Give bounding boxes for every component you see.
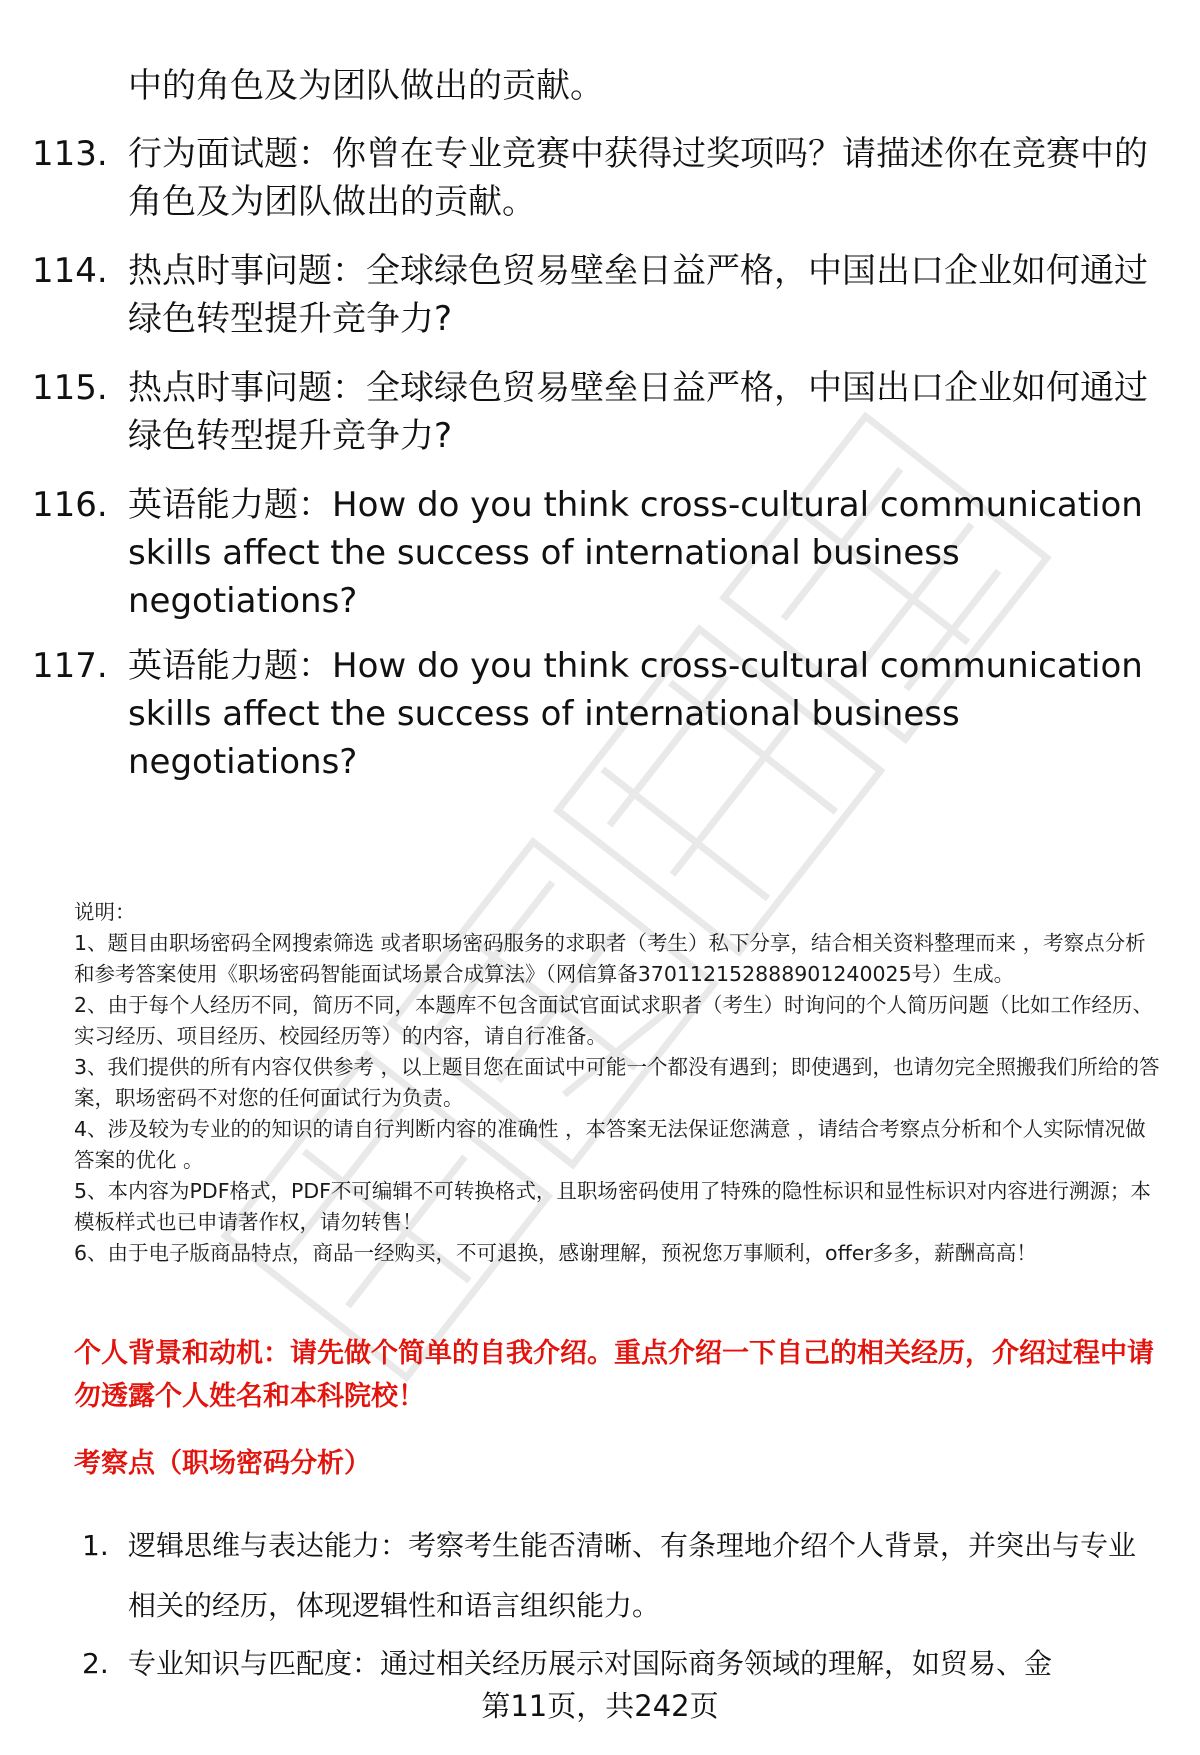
question-text: 行为面试题：你曾在专业竞赛中获得过奖项吗？请描述你在竞赛中的角色及为团队做出的贡献。 [128, 134, 1148, 222]
notes-section [74, 897, 1166, 1269]
question-continuation: 中的角色及为团队做出的贡献。 [128, 66, 604, 106]
notes-item: 2、由于每个人经历不同，简历不同，本题库不包含面试官面试求职者（考生）时询问的个人简历问题（比如工作经历、实习经历、项目经历、校园经历等）的内容，请自行准备。 [74, 993, 1154, 1048]
point-text: 专业知识与匹配度：通过相关经历展示对国际商务领域的理解，如贸易、金 [128, 1647, 1053, 1680]
notes-title: 说明： [74, 900, 136, 924]
analysis-point [82, 1634, 1162, 1694]
notes-item: 1、题目由职场密码全网搜索筛选 或者职场密码服务的求职者（考生）私下分享，结合相关资料整理而来 ，考察点分析和参考答案使用《职场密码智能面试场景合成算法》（网信算备370112152888901240025号）生成。 [74, 931, 1146, 986]
notes-item: 4、涉及较为专业的的知识的请自行判断内容的准确性 ，本答案无法保证您满意 ，请结合考察点分析和个人实际情况做答案的优化 。 [74, 1117, 1146, 1172]
point-text: 逻辑思维与表达能力：考察考生能否清晰、有条理地介绍个人背景，并突出与专业相关的经历，体现逻辑性和语言组织能力。 [128, 1529, 1137, 1622]
question-text: 英语能力题：How do you think cross-cultural communication skills affect the success of international business negotiations? [128, 646, 1143, 782]
page-footer: 第11页，共242页 [481, 1689, 719, 1723]
question-number: 117. [32, 646, 108, 686]
analysis-heading: 考察点（职场密码分析） [74, 1448, 371, 1479]
question-number: 113. [32, 134, 108, 174]
notes-item: 5、本内容为PDF格式，PDF不可编辑不可转换格式，且职场密码使用了特殊的隐性标识和显性标识对内容进行溯源；本模板样式也已申请著作权，请勿转售！ [74, 1179, 1151, 1234]
question-item [32, 247, 1152, 343]
question-item [32, 642, 1152, 786]
question-number: 114. [32, 251, 108, 291]
interview-question-heading: 个人背景和动机：请先做个简单的自我介绍。重点介绍一下自己的相关经历，介绍过程中请勿透露个人姓名和本科院校！ [74, 1338, 1154, 1412]
point-number: 1. [82, 1529, 109, 1562]
question-item [32, 364, 1152, 460]
question-text: 英语能力题：How do you think cross-cultural communication skills affect the success of international business negotiations? [128, 485, 1143, 621]
notes-item: 6、由于电子版商品特点，商品一经购买，不可退换，感谢理解，预祝您万事顺利，offer多多，薪酬高高！ [74, 1241, 1037, 1265]
question-item [32, 130, 1152, 226]
question-number: 115. [32, 368, 108, 408]
analysis-point [82, 1516, 1162, 1636]
question-number: 116. [32, 485, 108, 525]
notes-item: 3、我们提供的所有内容仅供参考 ，以上题目您在面试中可能一个都没有遇到；即使遇到，也请勿完全照搬我们所给的答案，职场密码不对您的任何面试行为负责。 [74, 1055, 1160, 1110]
question-item [32, 481, 1152, 625]
point-number: 2. [82, 1647, 109, 1680]
question-text: 热点时事问题：全球绿色贸易壁垒日益严格，中国出口企业如何通过绿色转型提升竞争力? [128, 368, 1148, 456]
question-text: 热点时事问题：全球绿色贸易壁垒日益严格，中国出口企业如何通过绿色转型提升竞争力? [128, 251, 1148, 339]
